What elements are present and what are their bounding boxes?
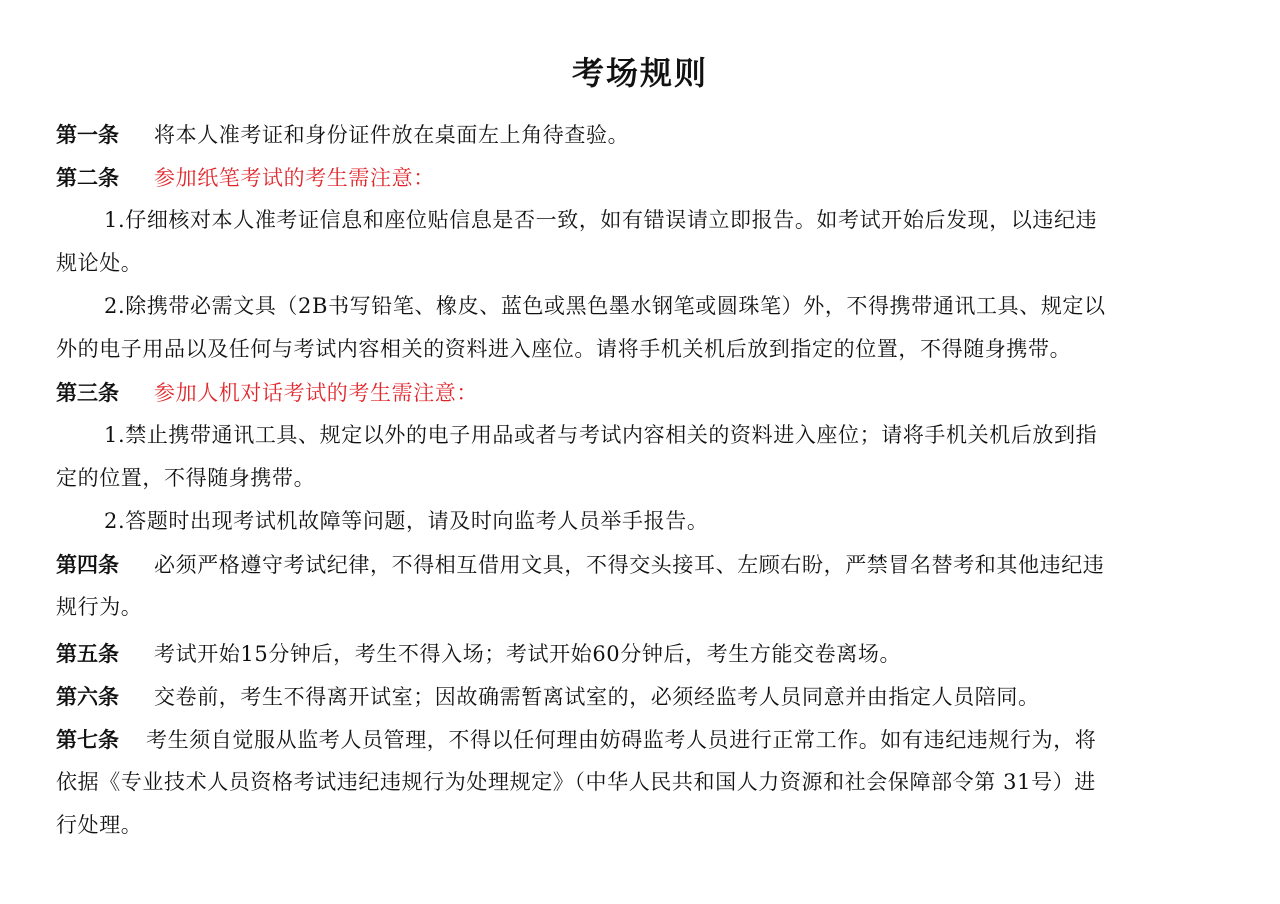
article-label: 第七条 xyxy=(56,727,119,752)
article-text: 考生须自觉服从监考人员管理，不得以任何理由妨碍监考人员进行正常工作。如有违纪违规行为，将 xyxy=(146,728,1097,752)
article-3-item-2-line-1: 2.答题时出现考试机故障等问题，请及时向监考人员举手报告。 xyxy=(104,509,709,533)
article-7-line-2: 依据《专业技术人员资格考试违纪违规行为处理规定》（中华人民共和国人力资源和社会保障部令第 31号）进 xyxy=(56,770,1096,794)
article-1 xyxy=(56,113,1228,156)
article-4 xyxy=(56,543,1228,586)
article-label: 第六条 xyxy=(56,684,119,709)
article-2-item-2-line-1: 2.除携带必需文具（2B书写铅笔、橡皮、蓝色或黑色墨水钢笔或圆珠笔）外，不得携带通讯工具、规定以 xyxy=(104,294,1106,318)
rules-body xyxy=(56,113,1228,847)
article-3 xyxy=(56,371,1228,414)
article-label: 第四条 xyxy=(56,552,119,577)
article-label: 第三条 xyxy=(56,380,119,405)
article-6 xyxy=(56,675,1228,718)
article-text: 将本人准考证和身份证件放在桌面左上角待查验。 xyxy=(154,123,630,147)
article-label: 第二条 xyxy=(56,165,119,190)
article-text: 考试开始15分钟后，考生不得入场；考试开始60分钟后，考生方能交卷离场。 xyxy=(154,642,902,666)
article-2-item-1-line-2: 规论处。 xyxy=(56,251,143,275)
article-2-item-1-line-1: 1.仔细核对本人准考证信息和座位贴信息是否一致，如有错误请立即报告。如考试开始后发现，以违纪违 xyxy=(104,208,1098,232)
article-text: 必须严格遵守考试纪律，不得相互借用文具，不得交头接耳、左顾右盼，严禁冒名替考和其他违纪违 xyxy=(154,553,1105,577)
article-2-item-2-line-2: 外的电子用品以及任何与考试内容相关的资料进入座位。请将手机关机后放到指定的位置，不得随身携带。 xyxy=(56,337,1072,361)
article-label: 第五条 xyxy=(56,641,119,666)
article-3-item-1-line-2: 定的位置，不得随身携带。 xyxy=(56,466,316,490)
page-title: 考场规则 xyxy=(571,54,708,92)
article-4-line-2: 规行为。 xyxy=(56,595,143,619)
article-2 xyxy=(56,156,1228,199)
article-7 xyxy=(56,718,1228,761)
article-3-item-1-line-1: 1.禁止携带通讯工具、规定以外的电子用品或者与考试内容相关的资料进入座位；请将手机关机后放到指 xyxy=(104,423,1098,447)
article-heading: 参加人机对话考试的考生需注意： xyxy=(154,381,478,405)
article-7-line-3: 行处理。 xyxy=(56,813,143,837)
article-heading: 参加纸笔考试的考生需注意： xyxy=(154,166,435,190)
article-label: 第一条 xyxy=(56,122,119,147)
article-5 xyxy=(56,632,1228,675)
article-text: 交卷前，考生不得离开试室；因故确需暂离试室的，必须经监考人员同意并由指定人员陪同。 xyxy=(154,685,1040,709)
